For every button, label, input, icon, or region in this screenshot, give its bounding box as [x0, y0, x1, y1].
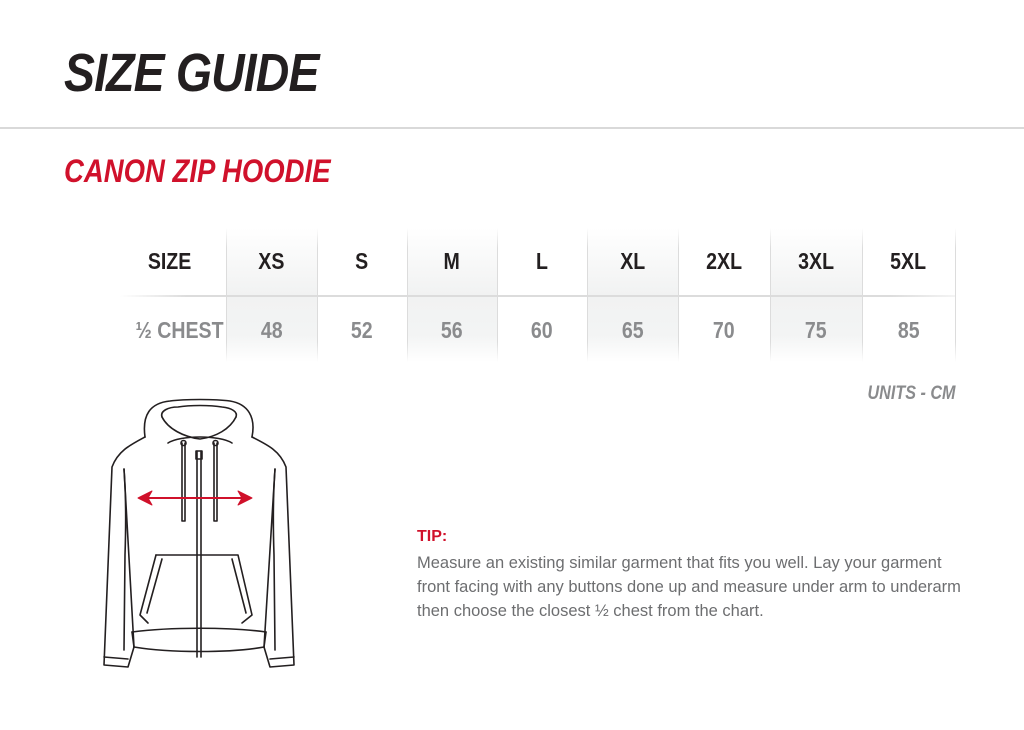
- half-chest-l: 60: [531, 317, 553, 343]
- size-header-m: M: [443, 248, 461, 274]
- size-table: [120, 228, 956, 362]
- half-chest-3xl: 75: [805, 317, 827, 343]
- units-label: UNITS - CM: [867, 383, 955, 404]
- half-chest-5xl: 85: [897, 317, 920, 343]
- half-chest-xs: 48: [260, 317, 283, 343]
- half-chest-s: 52: [351, 317, 373, 343]
- hoodie-measurement-icon: [90, 395, 310, 685]
- size-header-xs: XS: [258, 248, 285, 274]
- half-chest-m: 56: [441, 317, 463, 343]
- half-chest-xl: 65: [621, 317, 644, 343]
- size-header-2xl: 2XL: [706, 248, 742, 274]
- size-header-3xl: 3XL: [798, 248, 834, 274]
- divider: [0, 127, 1024, 129]
- page-title: SIZE GUIDE: [64, 43, 319, 103]
- size-header-5xl: 5XL: [890, 248, 927, 274]
- tip-text: Measure an existing similar garment that fits you well. Lay your garment front facing with any buttons done up and measure under arm to underarm then choose the closest ½ chest from the chart.: [417, 554, 961, 620]
- row-header-size: SIZE: [148, 248, 192, 274]
- product-name: CANON ZIP HOODIE: [64, 153, 331, 189]
- half-chest-2xl: 70: [713, 317, 735, 343]
- size-header-s: S: [355, 248, 369, 274]
- size-header-xl: XL: [620, 248, 645, 274]
- row-header-half-chest: ½ CHEST: [135, 317, 224, 343]
- tip-label: TIP:: [417, 528, 448, 545]
- size-header-l: L: [536, 248, 548, 274]
